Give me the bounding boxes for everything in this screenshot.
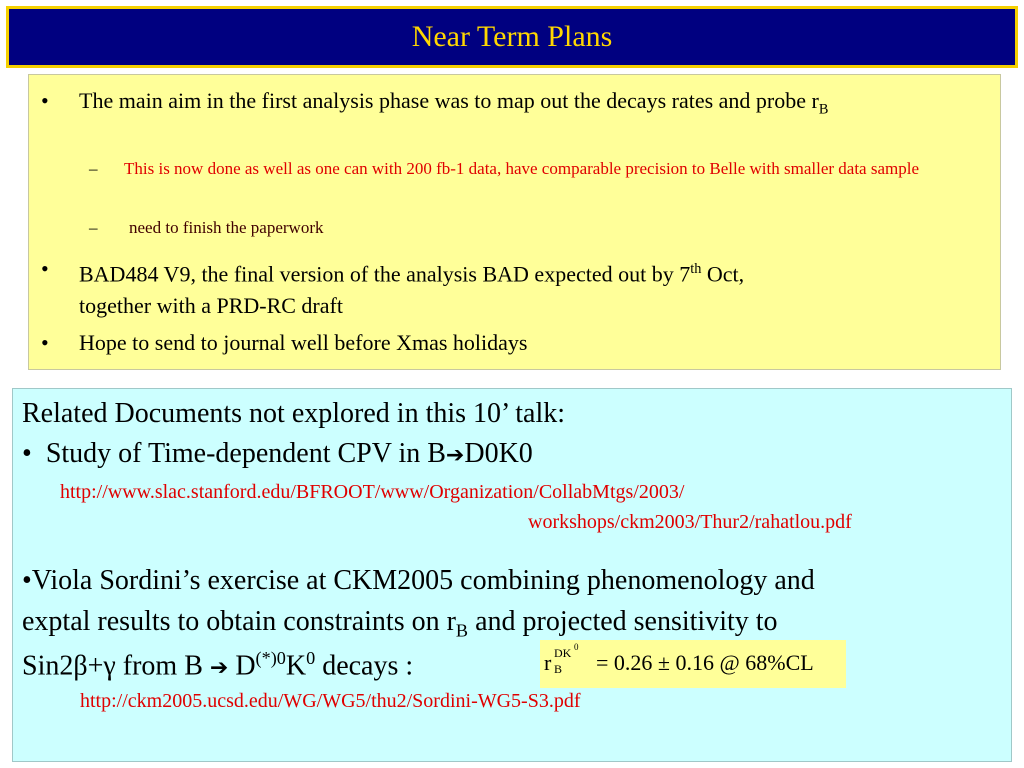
formula-r: r: [544, 650, 552, 675]
related-item-2-line-3-sup1: (*)0: [255, 648, 286, 668]
related-item-1-text-a: Study of Time-dependent CPV in B: [45, 438, 446, 469]
related-item-2-line-3-b: D: [228, 650, 256, 682]
title-bar: [6, 6, 1018, 68]
url-link-1a[interactable]: http://www.slac.stanford.edu/BFROOT/www/Organization/CollabMtgs/2003/: [60, 481, 685, 503]
plan-sub-2: need to finish the paperwork: [129, 218, 324, 237]
bullet-marker: •: [41, 256, 49, 281]
plan-bullet-1-sub: B: [818, 101, 829, 118]
arrow-icon: ➔: [209, 655, 229, 681]
related-item-2-line-2: [22, 606, 778, 642]
formula-sub: B: [554, 662, 563, 676]
formula-sup0: 0: [574, 642, 579, 652]
dash-marker: –: [89, 218, 98, 237]
related-item-1: [22, 438, 533, 470]
plan-bullet-1-text: The main aim in the first analysis phase was to map out the decays rates and probe r: [79, 88, 819, 113]
plan-sub-1: This is now done as well as one can with 200 fb-1 data, have comparable precision to Belle with smaller data sample: [124, 159, 919, 178]
formula-sup: DK: [554, 646, 572, 660]
related-item-1-text-b: D0K0: [464, 438, 533, 469]
arrow-icon: ➔: [445, 443, 465, 468]
related-item-2-line-2-sub: B: [455, 620, 469, 641]
related-item-2-line-3-c: K: [285, 650, 307, 682]
plan-bullet-2-text-b: Oct,: [701, 261, 745, 287]
related-item-2-line-3: [22, 648, 413, 682]
related-item-2-line-3-sup2: 0: [306, 648, 316, 668]
dash-marker: –: [89, 159, 98, 178]
near-term-plans-panel: [28, 74, 1001, 370]
url-link-2[interactable]: http://ckm2005.ucsd.edu/WG/WG5/thu2/Sordini-WG5-S3.pdf: [80, 690, 581, 712]
related-heading: Related Documents not explored in this 10’ talk:: [22, 398, 566, 429]
plan-bullet-3-text: Hope to send to journal well before Xmas holidays: [79, 330, 528, 355]
related-item-2-line-3-d: decays :: [315, 650, 414, 682]
rb-formula: [540, 640, 846, 688]
plan-bullet-2-sup: th: [690, 261, 702, 277]
plan-bullet-2-text-c: together with a PRD-RC draft: [79, 293, 343, 319]
bullet-marker: •: [41, 330, 49, 355]
related-item-2-line-2-a: exptal results to obtain constraints on r: [22, 606, 456, 637]
formula-value: = 0.26 ± 0.16 @ 68%CL: [596, 650, 814, 675]
slide-title: Near Term Plans: [411, 20, 613, 53]
related-item-2-line-1: •Viola Sordini’s exercise at CKM2005 combining phenomenology and: [22, 565, 815, 596]
bullet-marker: •: [22, 438, 32, 469]
plan-bullet-2-text-a: BAD484 V9, the final version of the analysis BAD expected out by 7: [79, 261, 691, 287]
url-link-1b[interactable]: workshops/ckm2003/Thur2/rahatlou.pdf: [528, 511, 852, 533]
bullet-marker: •: [41, 88, 49, 113]
related-item-2-line-2-b: and projected sensitivity to: [468, 606, 778, 637]
related-item-2-line-3-a: Sin2β+γ from B: [22, 650, 210, 682]
